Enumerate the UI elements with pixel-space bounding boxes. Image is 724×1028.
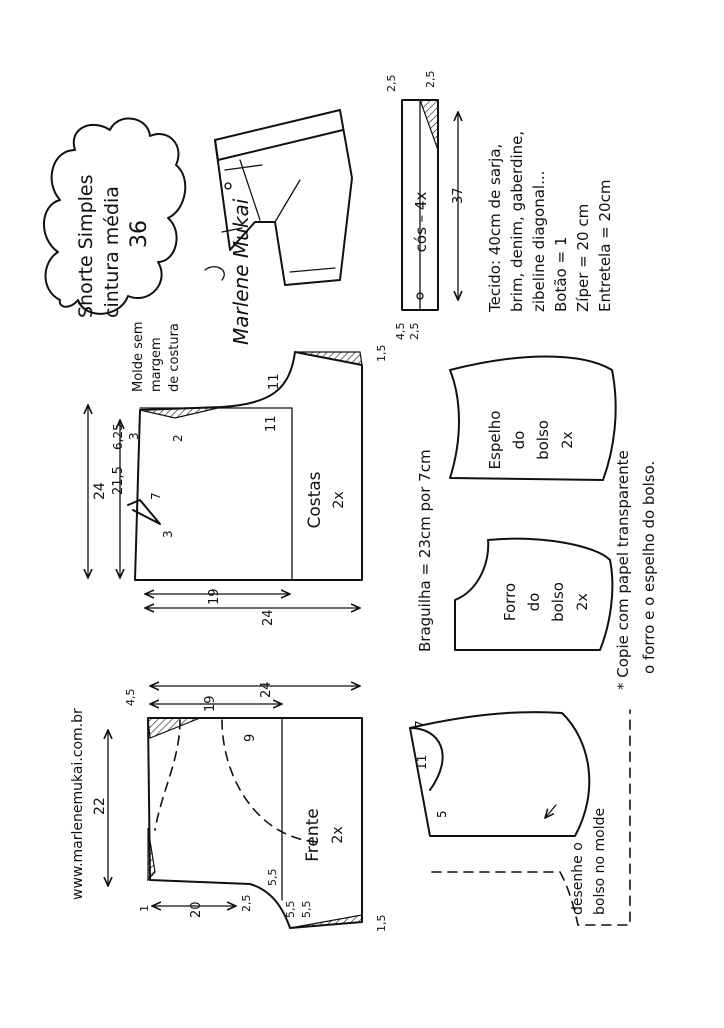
back-15: 1,5	[375, 344, 388, 362]
pocket-11: 11	[415, 754, 429, 770]
pocket-note-arrow	[545, 805, 556, 818]
waistband-hatch	[420, 100, 438, 150]
front-20: 20	[189, 901, 204, 918]
front-25: 2,5	[240, 894, 253, 912]
front-count: 2x	[330, 826, 346, 844]
back-7: 7	[149, 492, 163, 500]
back-2: 2	[171, 434, 185, 442]
button-icon	[225, 183, 231, 189]
back-3b: 3	[161, 530, 175, 538]
back-count: 2x	[331, 491, 347, 509]
pocket-placement	[410, 710, 630, 925]
pocket-lining-count: 2x	[575, 593, 591, 611]
title-line1: Shorte Simples	[75, 174, 97, 318]
fabric-line2: brim, denim, gaberdine,	[508, 130, 526, 312]
copy-note	[614, 450, 658, 690]
note-line1: Molde sem	[131, 321, 146, 392]
title-size: 36	[127, 220, 152, 248]
fabric-line1: Tecido: 40cm de sarja,	[486, 143, 504, 312]
fabric-line4: Botão = 1	[552, 236, 570, 312]
waistband-label: cós – 4x	[412, 191, 430, 253]
fly-note: Braguilha = 23cm por 7cm	[416, 449, 434, 652]
pocket-facing-l1: Espelho	[486, 410, 504, 470]
pocket-5: 5	[435, 810, 449, 818]
copy-line1: * Copie com papel transparente	[614, 450, 632, 690]
title-block	[44, 119, 185, 318]
pocket-facing-l3: bolso	[534, 420, 552, 460]
back-11b: 11	[264, 415, 279, 432]
front-15: 1,5	[375, 914, 388, 932]
signature-flourish	[205, 267, 224, 280]
front-55a: 5,5	[266, 868, 279, 886]
back-hem-hatch	[295, 352, 362, 365]
waistband-w1: 2,5	[385, 74, 398, 92]
front-9: 9	[243, 733, 258, 742]
back-24h: 24	[261, 609, 276, 626]
pocket-lining-l1: Forro	[501, 582, 519, 622]
website-label: www.marlenemukai.com.br	[70, 708, 86, 900]
waistband-length: 37	[451, 187, 466, 204]
front-label: Frente	[303, 808, 323, 862]
fabric-line3: zibeline diagonal...	[530, 170, 548, 312]
waistband-w2: 2,5	[424, 70, 437, 88]
pocket-7: 7	[413, 720, 427, 728]
back-215: 21,5	[111, 466, 126, 495]
pocket-facing-count: 2x	[560, 431, 576, 449]
front-55c: 5,5	[300, 900, 313, 918]
pocket-facing-piece	[450, 357, 616, 481]
signature: Marlene Mukai	[229, 198, 253, 345]
back-11a: 11	[267, 373, 282, 390]
front-22: 22	[92, 797, 108, 815]
waistband-h1: 4,5	[394, 322, 407, 340]
front-24: 24	[259, 681, 274, 698]
front-45: 4,5	[124, 688, 137, 706]
front-piece	[92, 681, 388, 932]
back-dart	[128, 500, 160, 524]
note-line2: margem	[149, 337, 164, 392]
pocket-note-2: bolso no molde	[592, 807, 608, 915]
back-label: Costas	[305, 471, 325, 529]
pocket-lining-l3: bolso	[549, 582, 567, 622]
back-625: 6,25	[111, 423, 125, 450]
front-1: 1	[138, 905, 151, 912]
pocket-lining-piece	[455, 539, 612, 650]
fabric-notes	[486, 131, 614, 313]
front-55b: 5,5	[284, 900, 297, 918]
title-line2: cintura média	[101, 186, 123, 318]
pocket-note-1: desenhe o	[570, 842, 586, 915]
front-19: 19	[203, 695, 218, 712]
note-line3: de costura	[167, 323, 182, 392]
fabric-line5: Zíper = 20 cm	[574, 203, 592, 312]
front-side-hatch	[148, 828, 155, 880]
waistband-piece	[385, 71, 466, 341]
front-fly-dash	[155, 720, 180, 830]
pocket-facing-outline	[450, 357, 616, 481]
back-19: 19	[207, 588, 222, 605]
back-24-vert: 24	[92, 482, 108, 500]
shorts-inseam	[275, 180, 300, 222]
waistband-h2: 2,5	[408, 322, 421, 340]
copy-line2: o forro e o espelho do bolso.	[640, 460, 658, 674]
fabric-line6: Entretela = 20cm	[596, 179, 614, 312]
back-3: 3	[127, 432, 141, 440]
front-outline	[148, 718, 362, 928]
pocket-lining-l2: do	[525, 592, 543, 612]
front-waist-hatch	[148, 718, 200, 738]
pocket-facing-l2: do	[510, 430, 528, 450]
seam-note	[131, 321, 182, 392]
